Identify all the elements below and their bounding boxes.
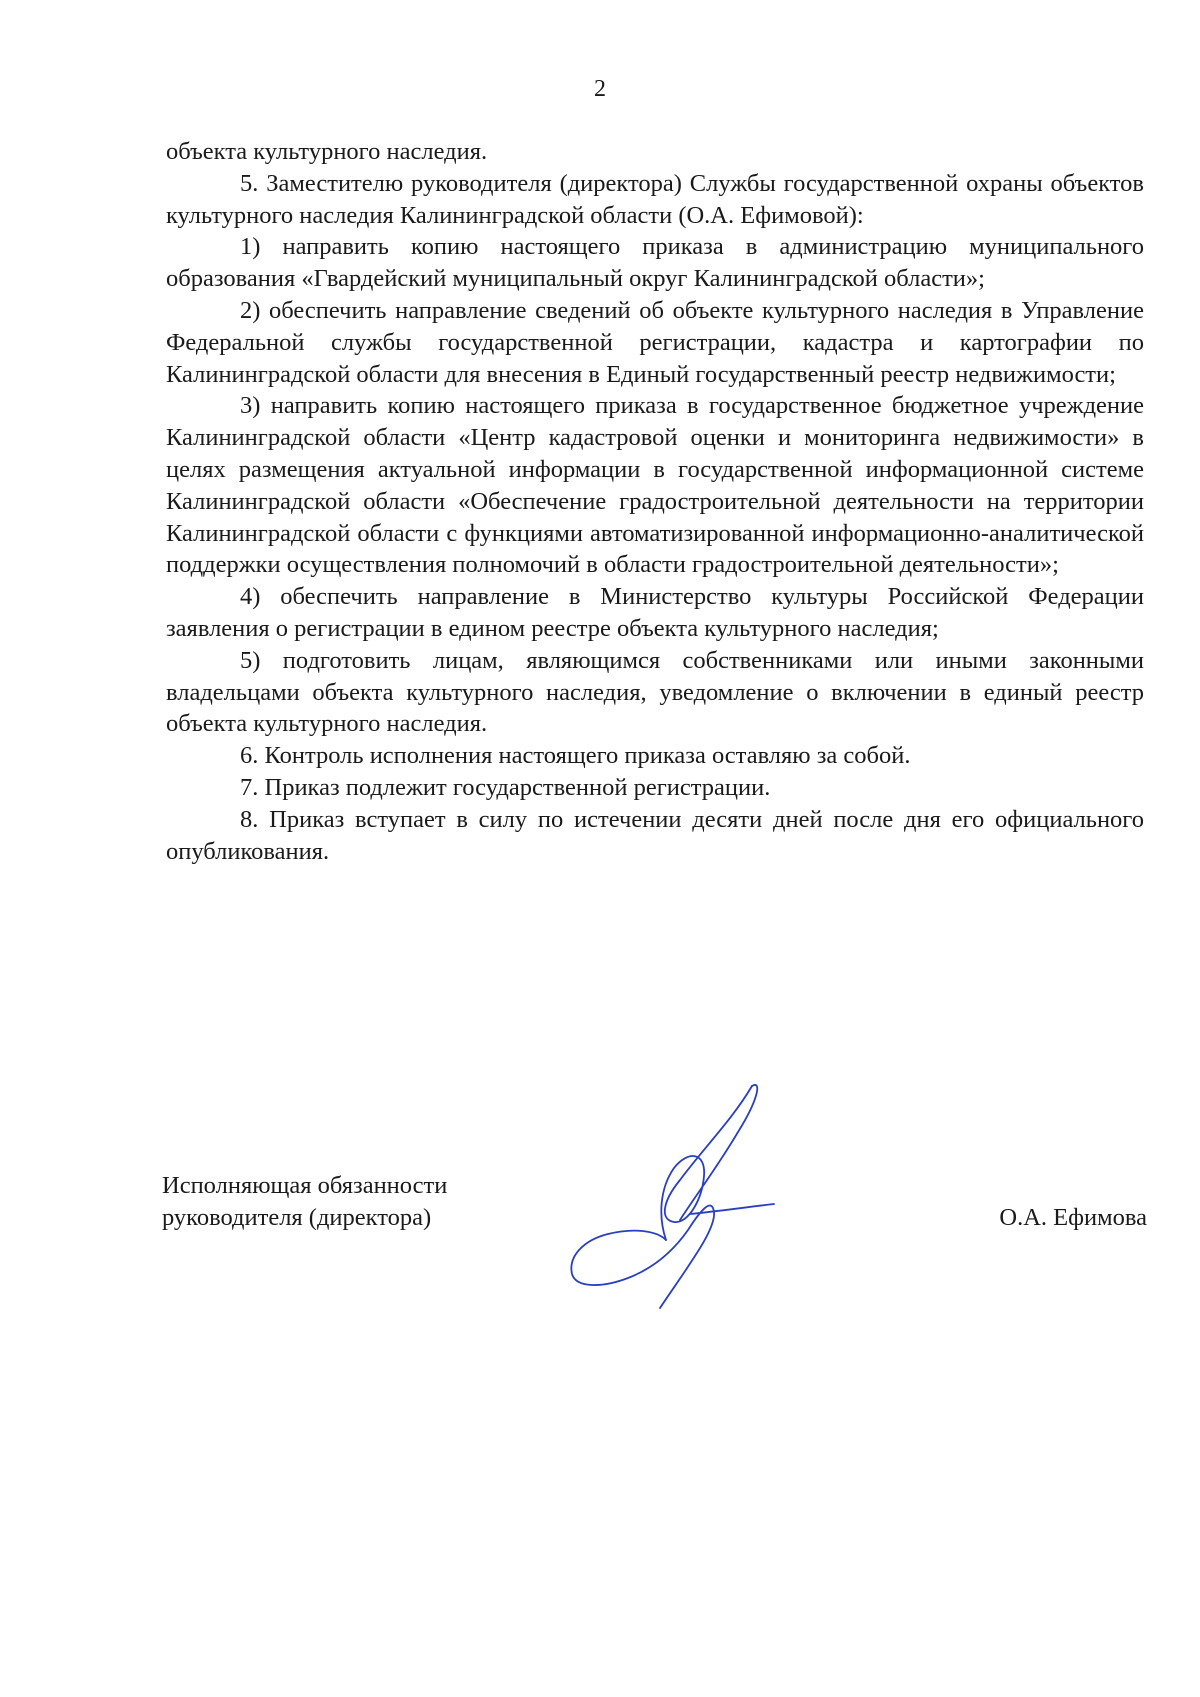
paragraph-subitem-4: 4) обеспечить направление в Министерство культуры Российской Федерации заявления о регистрации в едином реестре объекта культурного наследия; [166,583,1144,642]
page-number: 2 [594,76,606,102]
paragraph-subitem-3: 3) направить копию настоящего приказа в государственное бюджетное учреждение Калининградской области «Центр кадастровой оценки и мониторинга недвижимости» в целях размещения актуальной информации в государственной информационной системе Калининградской области «Обеспечение градостроительной деятельности на территории Калининградской области с функциями автоматизированной информационно-аналитической поддержки осуществления полномочий в области градостроительной деятельности»; [166,392,1144,579]
paragraph-subitem-2: 2) обеспечить направление сведений об объекте культурного наследия в Управление Федеральной службы государственной регистрации, кадастра и картографии по Калининградской области для внесения в Единый государственный реестр недвижимости; [166,296,1144,388]
signer-name: О.А. Ефимова [999,1204,1147,1231]
paragraph-item-6: 6. Контроль исполнения настоящего приказа оставляю за собой. [240,742,911,770]
handwritten-signature [562,1080,792,1310]
paragraph-subitem-5: 5) подготовить лицам, являющимся собственниками или иными законными владельцами объекта культурного наследия, уведомление о включении в единый реестр объекта культурного наследия. [166,646,1144,738]
signer-title [162,1170,447,1234]
signer-title-line-1: Исполняющая обязанности [162,1172,448,1199]
paragraph-item-5: 5. Заместителю руководителя (директора) Службы государственной охраны объектов культурного наследия Калининградской области (О.А. Ефимовой): [166,169,1144,229]
signature-block [162,1170,1147,1320]
paragraph-subitem-1: 1) направить копию настоящего приказа в администрацию муниципального образования «Гвардейский муниципальный округ Калининградской области»; [166,233,1144,293]
paragraph-item-7: 7. Приказ подлежит государственной регистрации. [240,773,771,801]
document-body [166,136,1144,867]
paragraph-continuation: объекта культурного наследия. [166,138,488,165]
paragraph-item-8: 8. Приказ вступает в силу по истечении десяти дней после дня его официального опубликования. [166,805,1144,865]
signer-title-line-2: руководителя (директора) [162,1203,432,1231]
